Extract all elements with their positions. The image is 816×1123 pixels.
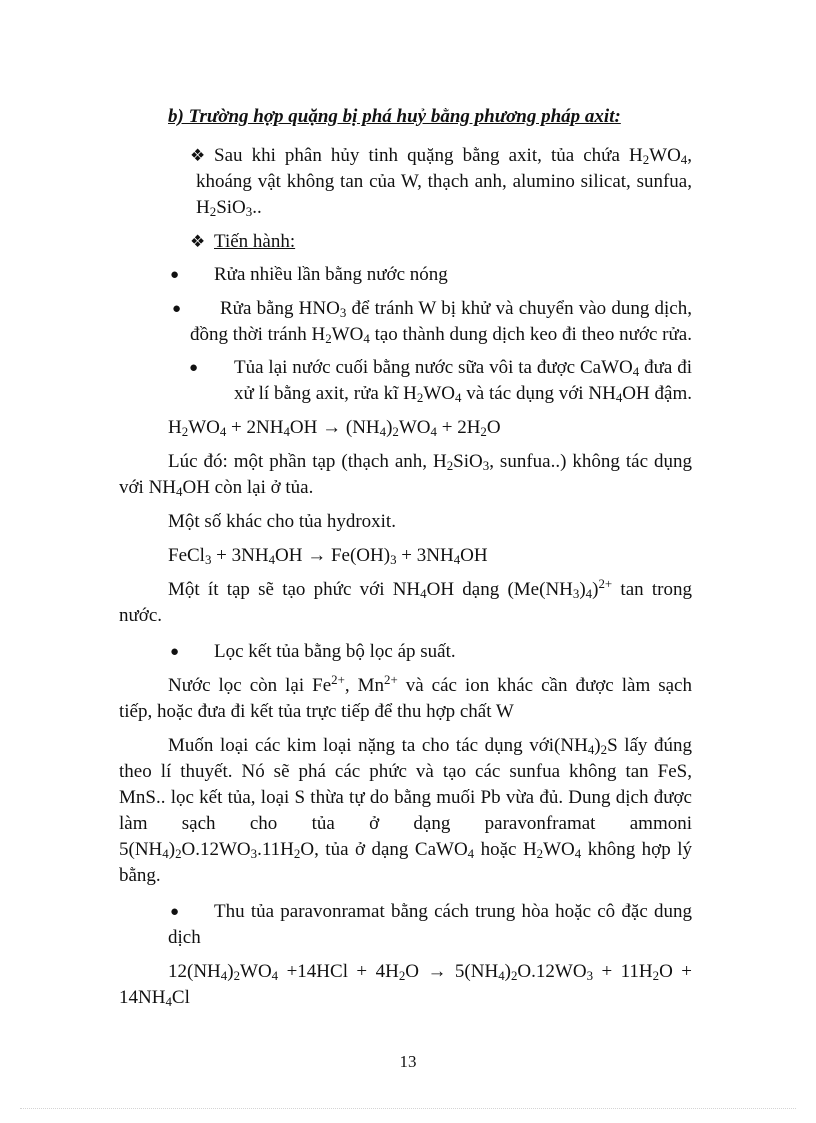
paragraph-line: theo lí thuyết. Nó sẽ phá các phức và tạo các sunfua không tan FeS, <box>119 761 692 782</box>
bullet-text: Rửa nhiều lần bằng nước nóng <box>214 264 448 285</box>
bullet-text: Lọc kết tủa bằng bộ lọc áp suất. <box>214 641 456 662</box>
chemical-equation: $H_2WO_4 + 2NH_4OH \to (NH_4)_2WO_4 + 2H_2O$ <box>168 417 501 439</box>
bullet-text: xử lí bằng axit, rửa kĩ $H_2WO_4$ và tác dụng với $NH_4OH$ đậm. <box>234 383 692 405</box>
paragraph-line: Một ít tạp sẽ tạo phức với $NH_4OH$ dạng $(Me(NH_3)_4)^{2+}$ tan trong <box>168 576 692 601</box>
paragraph-line: MnS.. lọc kết tủa, loại S thừa tự do bằng muối Pb vừa đủ. Dung dịch được <box>119 787 692 808</box>
bullet-icon: ● <box>189 360 199 376</box>
paragraph-line: Muốn loại các kim loại nặng ta cho tác dụng $với(NH_4)_2S$ lấy đúng <box>168 735 692 757</box>
paragraph-line: Nước lọc còn lại $Fe^{2+}$, $Mn^{2+}$ và các ion khác cần được làm sạch <box>168 672 692 696</box>
chemical-equation: $12(NH_4)_2WO_4 +14HCl + 4H_2O \to 5(NH_4)_2O.12WO_3 + 11H_2O$ + <box>168 961 693 983</box>
paragraph-line: Sau khi phân hủy tinh quặng bằng axit, tủa chứa $H_2WO_4$, <box>214 145 692 167</box>
bullet-text: Rửa bằng $HNO_3$ để tránh W bị khử và chuyển vào dung dịch, <box>220 298 692 320</box>
bullet-icon: ● <box>170 904 180 920</box>
bullet-text: Tủa lại nước cuối bằng nước sữa vôi ta được CaWO$_4$ đưa đi <box>234 357 693 379</box>
paragraph-line: bằng. <box>119 865 161 886</box>
bullet-text: dịch <box>168 927 201 948</box>
chemical-equation: FeCl$_3$ + $3NH_4OH \to Fe(OH)_3 + 3NH_4OH$ <box>168 545 488 567</box>
chemical-equation: $14NH_4Cl$ <box>119 987 190 1009</box>
diamond-bullet-icon: ❖ <box>190 232 206 251</box>
page-bottom-border <box>20 1108 796 1109</box>
bullet-icon: ● <box>172 301 182 317</box>
paragraph-line: nước. <box>119 605 163 626</box>
paragraph-line: Một số khác cho tủa hydroxit. <box>168 511 396 532</box>
bullet-icon: ● <box>170 644 180 660</box>
diamond-bullet-icon: ❖ <box>190 146 206 165</box>
bullet-icon: ● <box>170 267 180 283</box>
paragraph-line: $H_2SiO_3$.. <box>196 197 262 219</box>
paragraph-line: làm sạch cho tủa ở dạng paravonframat ammoni <box>119 813 692 834</box>
paragraph-line: $5(NH_4)_2O.12WO_3.11H_2O$, tủa ở dạng CaWO$_4$ hoặc $H_2WO_4$ không hợp lý <box>119 839 692 861</box>
bullet-text: đồng thời tránh $H_2WO_4$ tạo thành dung dịch keo đi theo nước rửa. <box>190 324 692 346</box>
bullet-text: Thu tủa paravonramat bằng cách trung hòa hoặc cô đặc dung <box>214 901 692 922</box>
paragraph-line: khoáng vật không tan của W, thạch anh, alumino silicat, sunfua, <box>196 171 692 192</box>
paragraph-line: tiếp, hoặc đưa đi kết tủa trực tiếp để thu hợp chất W <box>119 701 514 722</box>
paragraph-line: Lúc đó: một phần tạp (thạch anh, $H_2SiO_3$, sunfua..) không tác dụng <box>168 451 692 473</box>
subheading: Tiến hành: <box>214 231 296 252</box>
section-heading: b) Trường hợp quặng bị phá huỷ bằng phương pháp axit: <box>168 106 621 127</box>
paragraph-line: với $NH_4OH$ còn lại ở tủa. <box>119 477 314 499</box>
page-number: 13 <box>399 1052 417 1071</box>
